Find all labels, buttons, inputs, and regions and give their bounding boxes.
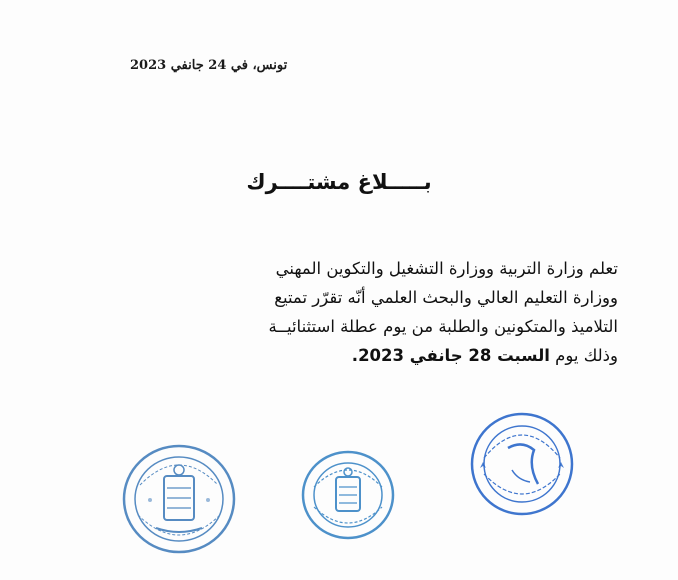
official-seal-icon [120, 440, 238, 558]
official-seal-icon [300, 447, 396, 543]
document-title: بـــــلاغ مشتــــرك [246, 170, 432, 194]
official-seal-icon [468, 410, 576, 518]
paragraph-line: تعلم وزارة التربية ووزارة التشغيل والتكوين المهني [275, 259, 618, 278]
announcement-paragraph [112, 254, 618, 370]
paragraph-line: ووزارة التعليم العالي والبحث العلمي أنّه تقرّر تمتيع [274, 288, 618, 307]
paragraph-line: التلاميذ والمتكونين والطلبة من يوم عطلة استثنائيــة [268, 317, 618, 336]
holiday-date: السبت 28 جانفي 2023. [351, 346, 550, 365]
paragraph-last-line [112, 341, 618, 370]
date-line: تونس، في 24 جانفي 2023 [130, 58, 288, 73]
paragraph-line-prefix: وذلك يوم [549, 346, 618, 365]
